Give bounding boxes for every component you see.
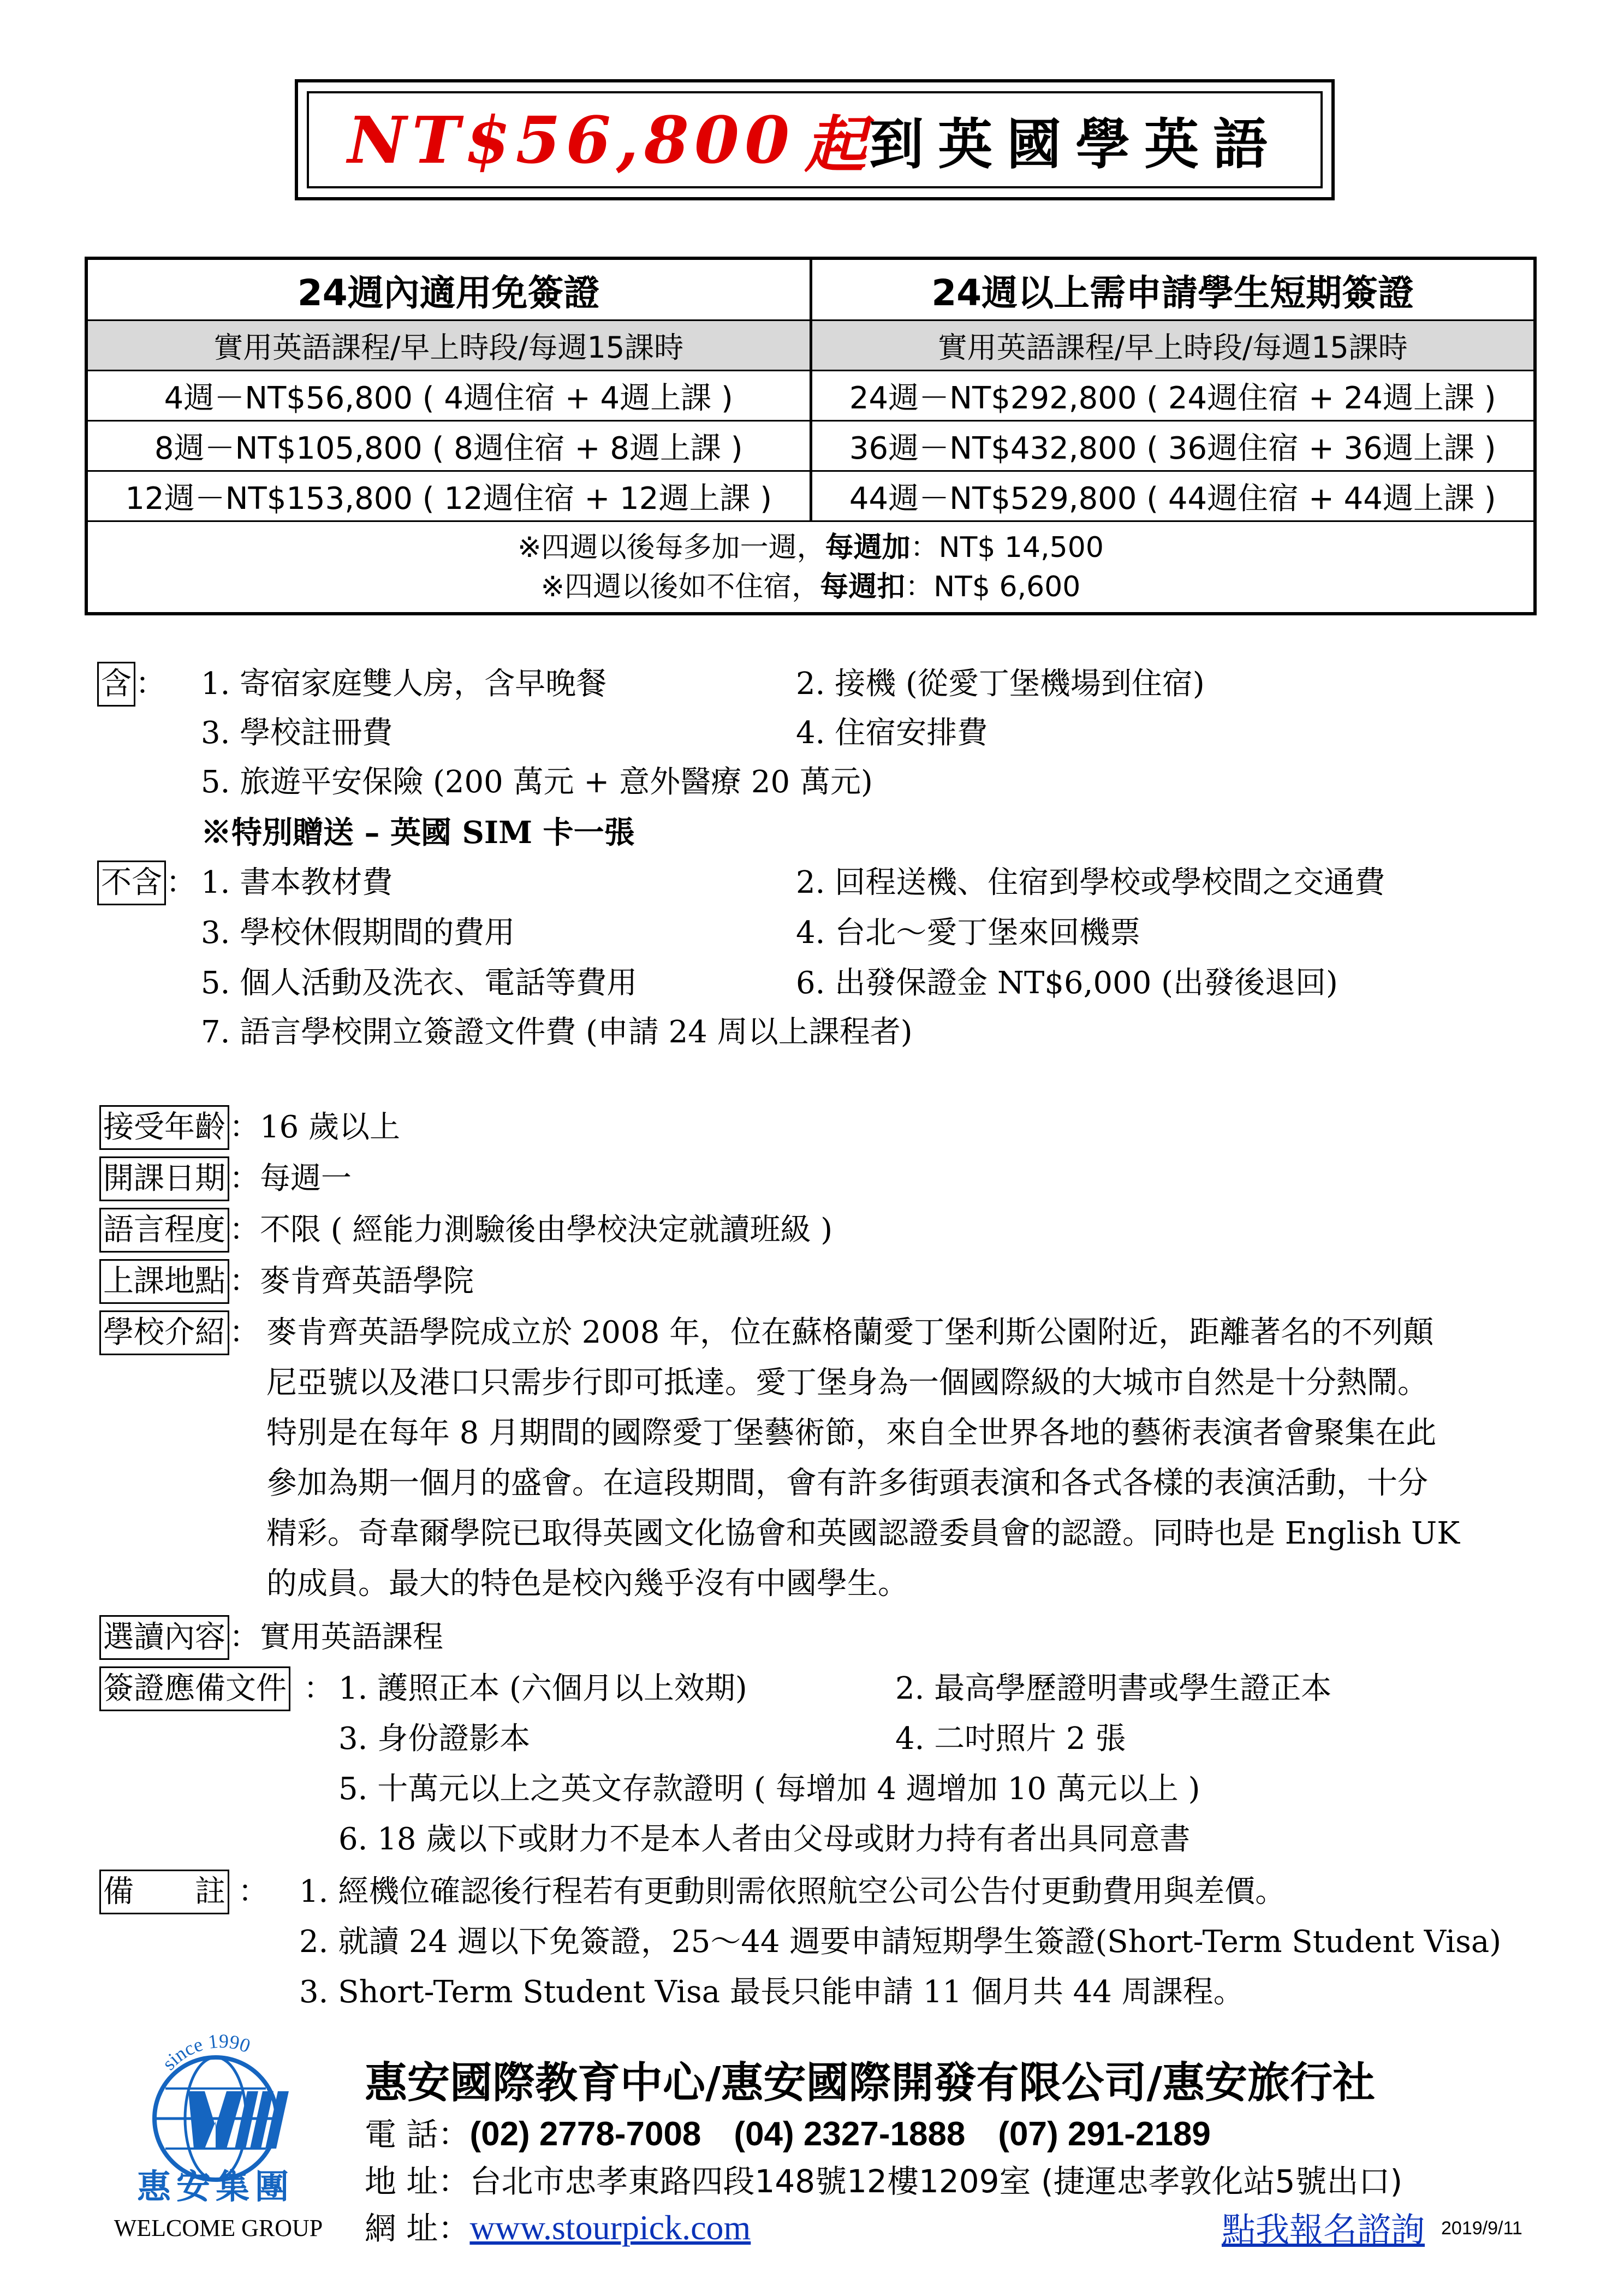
phone-taichung[interactable]: (04) 2327-1888 [734, 2115, 966, 2153]
includes-label-line [97, 662, 166, 707]
table-header-row [88, 260, 1533, 321]
note-amount: ：NT$ 14,500 [910, 531, 1104, 564]
phone-line [365, 2109, 1244, 2155]
title-price: NT$56,800 [347, 102, 795, 178]
phone-kaohsiung[interactable]: (07) 291-2189 [998, 2115, 1211, 2153]
remark-item: 1. 經機位確認後行程若有更動則需依照航空公司公告付更動費用與差價。 [299, 1874, 1286, 1909]
visa-doc-item: 5. 十萬元以上之英文存款證明 ( 每增加 4 週增加 10 萬元以上 ) [338, 1771, 1200, 1807]
age-label: 接受年齡 [99, 1105, 229, 1150]
school-intro-line: 精彩。奇韋爾學院已取得英國文化協會和英國認證委員會的認證。同時也是 English UK [266, 1516, 1460, 1551]
logo-since-text: since 1990 [157, 2031, 253, 2074]
company-name: 惠安國際教育中心/惠安國際開發有限公司/惠安旅行社 [365, 2058, 1375, 2108]
note-bold: 每週加 [825, 531, 911, 564]
excludes-item: 1. 書本教材費 [201, 865, 393, 900]
includes-label: 含 [97, 662, 135, 707]
language-level-row [99, 1208, 832, 1253]
header-visa-free: 24週內適用免簽證 [88, 260, 812, 319]
signup-link[interactable]: 點我報名諮詢 [1222, 2210, 1425, 2250]
school-intro-row [99, 1310, 260, 1355]
includes-item: 2. 接機 (從愛丁堡機場到住宿) [796, 666, 1205, 702]
title-inner-frame [307, 91, 1323, 188]
language-level-value: ：不限 ( 經能力測驗後由學校決定就讀班級 ) [229, 1212, 833, 1248]
excludes-label-line [97, 861, 197, 905]
visa-doc-item: 4. 二吋照片 2 張 [895, 1721, 1126, 1757]
remark-item: 2. 就讀 24 週以下免簽證，25～44 週要申請短期學生簽證(Short-Term Student Visa) [299, 1924, 1502, 1960]
price-cell: 8週－NT$105,800 ( 8週住宿 + 8週上課 ) [88, 422, 812, 470]
excludes-item: 5. 個人活動及洗衣、電話等費用 [201, 965, 638, 1001]
school-intro-line: 尼亞號以及港口只需步行即可抵達。愛丁堡身為一個國際級的大城市自然是十分熱鬧。 [266, 1365, 1428, 1401]
course-row [99, 1615, 443, 1660]
document-date: 2019/9/11 [1441, 2218, 1522, 2239]
logo-english-name: WELCOME GROUP [114, 2215, 323, 2241]
excludes-item: 7. 語言學校開立簽證文件費 (申請 24 周以上課程者) [201, 1014, 913, 1050]
table-notes [88, 522, 1533, 612]
note-text: ※四週以後如不住宿， [540, 570, 820, 603]
excludes-item: 6. 出發保證金 NT$6,000 (出發後退回) [796, 965, 1338, 1001]
subheader-left: 實用英語課程/早上時段/每週15課時 [88, 321, 812, 370]
phone-label: 電 話： [365, 2116, 470, 2153]
logo-chinese-name: 惠安集團 [136, 2167, 294, 2206]
visa-doc-item: 3. 身份證影本 [338, 1721, 531, 1757]
label-colon: ： [304, 1671, 334, 1706]
price-cell: 4週－NT$56,800 ( 4週住宿 + 4週上課 ) [88, 371, 812, 420]
course-value: ：實用英語課程 [229, 1619, 443, 1655]
note-amount: ：NT$ 6,600 [905, 570, 1081, 603]
address-label: 地 址： [365, 2163, 470, 2200]
remarks-row [99, 1870, 269, 1914]
school-intro-label: 學校介紹 [99, 1310, 229, 1355]
subheader-right: 實用英語課程/早上時段/每週15課時 [937, 330, 1408, 365]
address-line [365, 2156, 1402, 2202]
school-intro-line: 特別是在每年 8 月期間的國際愛丁堡藝術節，來自全世界各地的藝術表演者會聚集在此 [266, 1415, 1437, 1451]
website-line [365, 2203, 1456, 2248]
label-colon: ： [166, 865, 197, 900]
visa-docs-row [99, 1666, 334, 1711]
remark-item: 3. Short-Term Student Visa 最長只能申請 11 個月共 44 周課程。 [299, 1974, 1244, 2010]
visa-doc-item: 1. 護照正本 (六個月以上效期) [338, 1671, 747, 1706]
excludes-item: 2. 回程送機、住宿到學校或學校間之交通費 [796, 865, 1385, 900]
note-text: ※四週以後每多加一週， [517, 531, 825, 564]
table-row [88, 422, 1533, 472]
location-row [99, 1259, 474, 1304]
language-level-label: 語言程度 [99, 1208, 229, 1253]
age-row [99, 1105, 400, 1150]
phone-taipei[interactable]: (02) 2778-7008 [469, 2115, 701, 2153]
visa-doc-item: 6. 18 歲以下或財力不是本人者由父母或財力持有者出具同意書 [338, 1822, 1191, 1857]
label-colon: ： [229, 1315, 260, 1350]
label-colon: ： [238, 1874, 269, 1909]
excludes-item: 3. 學校休假期間的費用 [201, 915, 515, 951]
website-link[interactable]: www.stourpick.com [469, 2208, 751, 2247]
price-cell: 36週－NT$432,800 ( 36週住宿 + 36週上課 ) [849, 430, 1496, 466]
website-label: 網 址： [365, 2210, 470, 2247]
label-colon: ： [135, 666, 166, 702]
note-bold: 每週扣 [820, 570, 906, 603]
includes-item: 1. 寄宿家庭雙人房，含早晚餐 [201, 666, 607, 702]
school-intro-line: 參加為期一個月的盛會。在這段期間，會有許多街頭表演和各式各樣的表演活動，十分 [266, 1466, 1428, 1501]
note-add-week [517, 528, 1104, 567]
start-date-label: 開課日期 [99, 1156, 229, 1201]
visa-docs-label: 簽證應備文件 [99, 1666, 290, 1711]
title-banner [295, 79, 1335, 200]
location-label: 上課地點 [99, 1259, 229, 1304]
price-cell: 24週－NT$292,800 ( 24週住宿 + 24週上課 ) [849, 380, 1496, 416]
price-cell: 44週－NT$529,800 ( 44週住宿 + 44週上課 ) [849, 480, 1496, 517]
header-student-visa: 24週以上需申請學生短期簽證 [931, 272, 1414, 314]
price-cell: 12週－NT$153,800 ( 12週住宿 + 12週上課 ) [88, 472, 812, 520]
title-text: 到英國學英語 [869, 112, 1282, 176]
title-from: 起 [805, 109, 866, 181]
note-no-homestay [541, 567, 1081, 607]
course-label: 選讀內容 [99, 1615, 229, 1660]
visa-doc-item: 2. 最高學歷證明書或學生證正本 [895, 1671, 1332, 1706]
address-value: 台北市忠孝東路四段148號12樓1209室 (捷運忠孝敦化站5號出口) [469, 2163, 1403, 2200]
age-value: ：16 歲以上 [229, 1110, 401, 1145]
location-value: ：麥肯齊英語學院 [229, 1263, 474, 1299]
remarks-label: 備 註 [99, 1870, 229, 1914]
table-row [88, 371, 1533, 422]
table-row [88, 472, 1533, 522]
school-intro-line: 麥肯齊英語學院成立於 2008 年，位在蘇格蘭愛丁堡利斯公園附近，距離著名的不列顛 [266, 1315, 1434, 1350]
price-table [85, 257, 1537, 615]
includes-item: 5. 旅遊平安保險 (200 萬元 + 意外醫療 20 萬元) [201, 764, 873, 800]
table-subheader-row [88, 321, 1533, 371]
excludes-label: 不含 [97, 861, 166, 905]
school-intro-line: 的成員。最大的特色是校內幾乎沒有中國學生。 [266, 1566, 908, 1601]
includes-item: 4. 住宿安排費 [796, 715, 988, 751]
start-date-row [99, 1156, 352, 1201]
excludes-item: 4. 台北～愛丁堡來回機票 [796, 915, 1141, 951]
bonus-sim-card: ※特別贈送 – 英國 SIM 卡一張 [201, 815, 635, 851]
includes-item: 3. 學校註冊費 [201, 715, 393, 751]
start-date-value: ：每週一 [229, 1161, 352, 1196]
